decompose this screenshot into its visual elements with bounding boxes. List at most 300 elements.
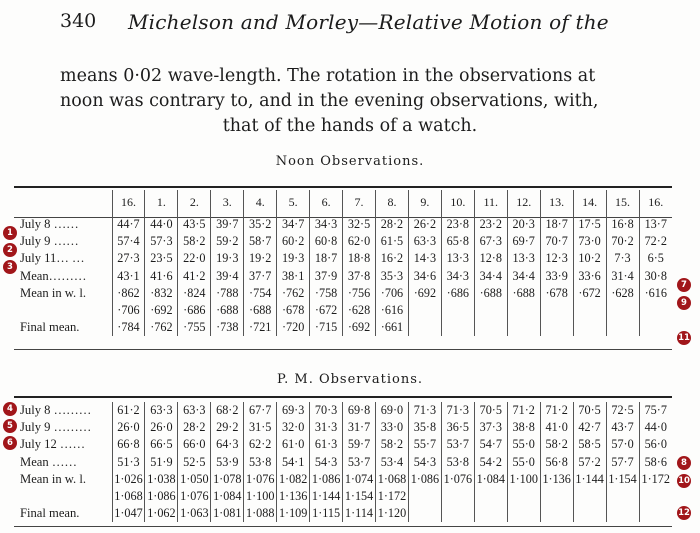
- table-cell: 51·3: [112, 454, 145, 471]
- table-cell: 67·7: [244, 402, 277, 419]
- table-cell: 32·0: [277, 419, 310, 436]
- table-cell: 54·2: [474, 454, 507, 471]
- table-cell: 16·8: [606, 216, 639, 233]
- marker-badge: 6: [3, 436, 17, 450]
- table-cell: [408, 505, 441, 522]
- table-row: [14, 268, 672, 285]
- table-cell: 73·0: [573, 233, 606, 250]
- table-cell: ·692: [145, 302, 178, 319]
- table-cell: 60·8: [310, 233, 343, 250]
- table-cell: 1·136: [540, 471, 573, 488]
- table-cell: 18·8: [343, 250, 376, 267]
- table-cell: 59·7: [343, 436, 376, 453]
- pm-caption: P. M. Observations.: [277, 372, 423, 387]
- table-cell: 32·5: [343, 216, 376, 233]
- table-cell: [540, 488, 573, 505]
- table-cell: 56·8: [540, 454, 573, 471]
- table-cell: ·688: [211, 302, 244, 319]
- header-label-cell: [14, 190, 112, 216]
- table-cell: 69·7: [507, 233, 540, 250]
- table-cell: ·720: [277, 319, 310, 336]
- table-cell: 70·5: [573, 402, 606, 419]
- table-cell: 57·2: [573, 454, 606, 471]
- table-row: [14, 319, 672, 336]
- marker-badge: 11: [678, 333, 690, 343]
- table-cell: [573, 319, 606, 336]
- noon-table: [14, 190, 672, 336]
- table-cell: 44·0: [639, 419, 672, 436]
- table-cell: 31·5: [244, 419, 277, 436]
- table-cell: 41·2: [178, 268, 211, 285]
- table-cell: 39·4: [211, 268, 244, 285]
- table-cell: ·762: [277, 285, 310, 302]
- table-cell: 41·6: [145, 268, 178, 285]
- column-header: 16.: [639, 190, 672, 216]
- table-cell: 54·7: [474, 436, 507, 453]
- table-cell: 12·8: [474, 250, 507, 267]
- table-cell: 23·8: [441, 216, 474, 233]
- column-header: 16.: [112, 190, 145, 216]
- table-cell: 37·8: [343, 268, 376, 285]
- paragraph-line: noon was contrary to, and in the evening observations, with,: [60, 91, 599, 111]
- table-cell: ·758: [310, 285, 343, 302]
- column-header: 9.: [408, 190, 441, 216]
- column-header: 15.: [606, 190, 639, 216]
- table-cell: 72·5: [606, 402, 639, 419]
- table-cell: 38·8: [507, 419, 540, 436]
- table-cell: 35·2: [244, 216, 277, 233]
- table-cell: 43·5: [178, 216, 211, 233]
- table-cell: 64·3: [211, 436, 244, 453]
- table-cell: ·616: [376, 302, 409, 319]
- noon-top-rule: [14, 186, 672, 188]
- table-cell: [474, 505, 507, 522]
- table-cell: 1·062: [145, 505, 178, 522]
- table-cell: 1·144: [573, 471, 606, 488]
- table-cell: 57·7: [606, 454, 639, 471]
- table-cell: 53·7: [441, 436, 474, 453]
- table-cell: ·784: [112, 319, 145, 336]
- table-cell: [540, 505, 573, 522]
- table-cell: [441, 302, 474, 319]
- table-cell: 31·3: [310, 419, 343, 436]
- table-cell: 1·026: [112, 471, 145, 488]
- column-header: 8.: [376, 190, 409, 216]
- table-cell: ·628: [606, 285, 639, 302]
- marker-badge: 1: [3, 226, 17, 240]
- column-header: 11.: [474, 190, 507, 216]
- row-label: [14, 302, 112, 319]
- row-label: Mean ……: [20, 454, 78, 469]
- table-cell: 19·2: [244, 250, 277, 267]
- table-cell: 26·0: [145, 419, 178, 436]
- table-cell: 66·5: [145, 436, 178, 453]
- table-row: [14, 454, 672, 471]
- table-cell: 61·3: [310, 436, 343, 453]
- table-cell: 7·3: [606, 250, 639, 267]
- table-cell: [474, 319, 507, 336]
- table-cell: [573, 488, 606, 505]
- column-header: 5.: [277, 190, 310, 216]
- table-cell: 17·5: [573, 216, 606, 233]
- marker-badge: 12: [678, 508, 690, 518]
- row-label: July 8 ……: [20, 217, 79, 231]
- row-label: Mean in w. l.: [20, 285, 86, 300]
- table-cell: 58·2: [178, 233, 211, 250]
- table-cell: ·672: [310, 302, 343, 319]
- table-cell: 65·8: [441, 233, 474, 250]
- table-cell: 31·7: [343, 419, 376, 436]
- table-cell: [507, 505, 540, 522]
- table-cell: 71·2: [507, 402, 540, 419]
- table-cell: ·628: [343, 302, 376, 319]
- table-cell: 53·8: [441, 454, 474, 471]
- table-cell: ·756: [343, 285, 376, 302]
- row-label: Final mean.: [20, 320, 80, 335]
- column-header: 3.: [211, 190, 244, 216]
- table-cell: 63·3: [408, 233, 441, 250]
- table-cell: [408, 319, 441, 336]
- table-cell: 13·7: [639, 216, 672, 233]
- page-number: 340: [60, 10, 97, 32]
- table-cell: 1·078: [211, 471, 244, 488]
- table-row: [14, 402, 672, 419]
- table-cell: [507, 488, 540, 505]
- table-cell: [441, 319, 474, 336]
- table-cell: 34·4: [474, 268, 507, 285]
- table-cell: 26·2: [408, 216, 441, 233]
- row-label: Mean………: [20, 268, 87, 283]
- table-cell: 44·0: [145, 216, 178, 233]
- row-label: July 8 ………: [20, 403, 92, 417]
- table-cell: 54·1: [277, 454, 310, 471]
- table-cell: ·706: [376, 285, 409, 302]
- marker-badge: 7: [677, 278, 691, 292]
- table-cell: 54·3: [408, 454, 441, 471]
- marker-badge: 10: [678, 476, 690, 486]
- table-cell: 31·4: [606, 268, 639, 285]
- table-cell: [573, 505, 606, 522]
- row-label: July 9 ……: [20, 234, 79, 249]
- table-cell: ·661: [376, 319, 409, 336]
- noon-bottom-rule: [14, 349, 672, 350]
- table-cell: 62·2: [244, 436, 277, 453]
- table-cell: 34·4: [507, 268, 540, 285]
- table-cell: [507, 302, 540, 319]
- table-cell: 33·9: [540, 268, 573, 285]
- table-cell: 1·076: [441, 471, 474, 488]
- table-cell: 72·2: [639, 233, 672, 250]
- table-cell: ·616: [639, 285, 672, 302]
- column-header: 10.: [441, 190, 474, 216]
- row-label: Mean in w. l.: [20, 471, 86, 486]
- table-cell: 44·7: [112, 216, 145, 233]
- table-cell: 61·0: [277, 436, 310, 453]
- marker-badge: 2: [3, 243, 17, 257]
- table-cell: 63·3: [145, 402, 178, 419]
- table-cell: 58·7: [244, 233, 277, 250]
- table-cell: 70·5: [474, 402, 507, 419]
- table-cell: 28·2: [376, 216, 409, 233]
- table-cell: 55·0: [507, 436, 540, 453]
- table-cell: 34·6: [408, 268, 441, 285]
- pm-top-rule: [14, 396, 672, 398]
- marker-badge: 4: [3, 402, 17, 416]
- table-cell: 10·2: [573, 250, 606, 267]
- table-cell: 1·063: [178, 505, 211, 522]
- table-row: [14, 302, 672, 319]
- table-cell: 61·2: [112, 402, 145, 419]
- table-cell: 53·9: [211, 454, 244, 471]
- table-cell: ·832: [145, 285, 178, 302]
- table-cell: 1·114: [343, 505, 376, 522]
- table-cell: 13·3: [441, 250, 474, 267]
- row-label: July 12 ……: [20, 437, 86, 452]
- table-cell: 69·3: [277, 402, 310, 419]
- table-cell: 35·8: [408, 419, 441, 436]
- table-cell: 1·074: [343, 471, 376, 488]
- table-cell: 34·3: [441, 268, 474, 285]
- table-cell: 34·7: [277, 216, 310, 233]
- column-header: 1.: [145, 190, 178, 216]
- table-cell: [540, 302, 573, 319]
- table-cell: ·678: [277, 302, 310, 319]
- pm-bottom-rule: [14, 526, 672, 527]
- table-cell: ·692: [343, 319, 376, 336]
- table-cell: 70·7: [540, 233, 573, 250]
- table-cell: 71·3: [408, 402, 441, 419]
- table-cell: 57·4: [112, 233, 145, 250]
- table-cell: 16·2: [376, 250, 409, 267]
- table-cell: 1·086: [408, 471, 441, 488]
- table-cell: 1·172: [639, 471, 672, 488]
- table-cell: 1·100: [507, 471, 540, 488]
- table-cell: 1·076: [178, 488, 211, 505]
- table-cell: 33·6: [573, 268, 606, 285]
- marker-badge: 3: [3, 260, 17, 274]
- table-cell: 52·5: [178, 454, 211, 471]
- row-label: July 9 ………: [20, 420, 92, 435]
- table-cell: 1·050: [178, 471, 211, 488]
- table-cell: 1·172: [376, 488, 409, 505]
- table-cell: 63·3: [178, 402, 211, 419]
- table-cell: ·755: [178, 319, 211, 336]
- table-row: [14, 285, 672, 302]
- table-cell: ·688: [474, 285, 507, 302]
- row-label: Final mean.: [20, 506, 80, 521]
- table-cell: 56·0: [639, 436, 672, 453]
- table-cell: 12·3: [540, 250, 573, 267]
- table-cell: 26·0: [112, 419, 145, 436]
- table-cell: 1·115: [310, 505, 343, 522]
- table-cell: 1·076: [244, 471, 277, 488]
- table-cell: 71·2: [540, 402, 573, 419]
- table-cell: 20·3: [507, 216, 540, 233]
- table-cell: 38·1: [277, 268, 310, 285]
- column-header: 7.: [343, 190, 376, 216]
- table-cell: 1·068: [376, 471, 409, 488]
- noon-caption: Noon Observations.: [275, 154, 425, 169]
- table-header-row: [14, 190, 672, 216]
- table-cell: 1·086: [145, 488, 178, 505]
- paragraph-line: means 0·02 wave-length. The rotation in the observations at: [60, 66, 596, 86]
- table-cell: 75·7: [639, 402, 672, 419]
- table-cell: 58·5: [573, 436, 606, 453]
- table-cell: 1·154: [343, 488, 376, 505]
- table-cell: 57·3: [145, 233, 178, 250]
- table-cell: 29·2: [211, 419, 244, 436]
- table-cell: ·672: [573, 285, 606, 302]
- table-cell: 19·3: [211, 250, 244, 267]
- table-cell: ·738: [211, 319, 244, 336]
- table-cell: 23·5: [145, 250, 178, 267]
- table-cell: 1·144: [310, 488, 343, 505]
- table-cell: [441, 488, 474, 505]
- table-cell: 53·7: [343, 454, 376, 471]
- table-cell: 37·3: [474, 419, 507, 436]
- table-row: [14, 233, 672, 250]
- table-cell: 67·3: [474, 233, 507, 250]
- table-cell: 55·7: [408, 436, 441, 453]
- table-cell: 36·5: [441, 419, 474, 436]
- table-cell: 1·109: [277, 505, 310, 522]
- table-cell: 53·8: [244, 454, 277, 471]
- table-cell: 58·6: [639, 454, 672, 471]
- table-cell: 1·084: [211, 488, 244, 505]
- table-cell: 58·2: [376, 436, 409, 453]
- table-cell: ·824: [178, 285, 211, 302]
- table-cell: 1·068: [112, 488, 145, 505]
- table-cell: ·862: [112, 285, 145, 302]
- table-cell: ·686: [178, 302, 211, 319]
- table-cell: [606, 488, 639, 505]
- table-cell: 37·9: [310, 268, 343, 285]
- paragraph-line: that of the hands of a watch.: [222, 116, 478, 136]
- column-header: 6.: [310, 190, 343, 216]
- table-cell: [606, 319, 639, 336]
- table-row: [14, 436, 672, 453]
- table-cell: 43·7: [606, 419, 639, 436]
- table-cell: ·715: [310, 319, 343, 336]
- table-cell: [540, 319, 573, 336]
- table-cell: 23·2: [474, 216, 507, 233]
- table-row: [14, 505, 672, 522]
- table-cell: 33·0: [376, 419, 409, 436]
- table-cell: 1·086: [310, 471, 343, 488]
- table-cell: ·754: [244, 285, 277, 302]
- table-cell: 51·9: [145, 454, 178, 471]
- table-cell: 18·7: [310, 250, 343, 267]
- table-row: [14, 488, 672, 505]
- table-cell: 54·3: [310, 454, 343, 471]
- table-cell: ·788: [211, 285, 244, 302]
- table-row: [14, 250, 672, 267]
- marker-badge: 5: [3, 419, 17, 433]
- table-cell: 70·2: [606, 233, 639, 250]
- table-cell: 69·0: [376, 402, 409, 419]
- table-cell: 1·154: [606, 471, 639, 488]
- table-row: [14, 216, 672, 233]
- table-cell: 1·084: [474, 471, 507, 488]
- table-cell: [606, 302, 639, 319]
- marker-badge: 8: [677, 456, 691, 470]
- table-cell: [606, 505, 639, 522]
- table-cell: ·706: [112, 302, 145, 319]
- table-cell: 30·8: [639, 268, 672, 285]
- table-cell: 1·082: [277, 471, 310, 488]
- table-row: [14, 471, 672, 488]
- table-cell: 71·3: [441, 402, 474, 419]
- table-cell: 42·7: [573, 419, 606, 436]
- table-cell: 41·0: [540, 419, 573, 436]
- table-cell: 22·0: [178, 250, 211, 267]
- column-header: 14.: [573, 190, 606, 216]
- table-cell: 69·8: [343, 402, 376, 419]
- table-cell: 66·0: [178, 436, 211, 453]
- table-cell: 13·3: [507, 250, 540, 267]
- table-cell: [639, 505, 672, 522]
- table-cell: 28·2: [178, 419, 211, 436]
- table-cell: 68·2: [211, 402, 244, 419]
- table-cell: 70·3: [310, 402, 343, 419]
- row-label: July 11… …: [20, 251, 85, 266]
- marker-badge: 9: [677, 296, 691, 310]
- table-cell: 60·2: [277, 233, 310, 250]
- table-cell: 66·8: [112, 436, 145, 453]
- table-cell: ·688: [507, 285, 540, 302]
- running-header: [60, 10, 690, 40]
- table-cell: 39·7: [211, 216, 244, 233]
- table-cell: 27·3: [112, 250, 145, 267]
- table-cell: 55·0: [507, 454, 540, 471]
- table-cell: ·762: [145, 319, 178, 336]
- body-paragraph: [60, 64, 640, 139]
- table-cell: 6·5: [639, 250, 672, 267]
- table-cell: 34·3: [310, 216, 343, 233]
- table-cell: ·721: [244, 319, 277, 336]
- table-cell: ·686: [441, 285, 474, 302]
- column-header: 4.: [244, 190, 277, 216]
- table-cell: ·692: [408, 285, 441, 302]
- table-cell: 14·3: [408, 250, 441, 267]
- table-cell: [408, 302, 441, 319]
- table-cell: 61·5: [376, 233, 409, 250]
- table-cell: 62·0: [343, 233, 376, 250]
- table-cell: 1·120: [376, 505, 409, 522]
- table-cell: [474, 488, 507, 505]
- table-cell: 37·7: [244, 268, 277, 285]
- table-cell: [573, 302, 606, 319]
- column-header: 12.: [507, 190, 540, 216]
- running-head-title: Michelson and Morley—Relative Motion of the: [128, 10, 609, 34]
- table-cell: 1·081: [211, 505, 244, 522]
- column-header: 2.: [178, 190, 211, 216]
- table-cell: 53·4: [376, 454, 409, 471]
- table-cell: [408, 488, 441, 505]
- table-cell: ·688: [244, 302, 277, 319]
- table-cell: [639, 319, 672, 336]
- table-cell: 43·1: [112, 268, 145, 285]
- table-cell: 1·038: [145, 471, 178, 488]
- table-cell: [639, 488, 672, 505]
- table-cell: 59·2: [211, 233, 244, 250]
- table-cell: 1·088: [244, 505, 277, 522]
- pm-table: [14, 402, 672, 522]
- table-cell: [507, 319, 540, 336]
- table-cell: 1·100: [244, 488, 277, 505]
- table-cell: 57·0: [606, 436, 639, 453]
- table-cell: [639, 302, 672, 319]
